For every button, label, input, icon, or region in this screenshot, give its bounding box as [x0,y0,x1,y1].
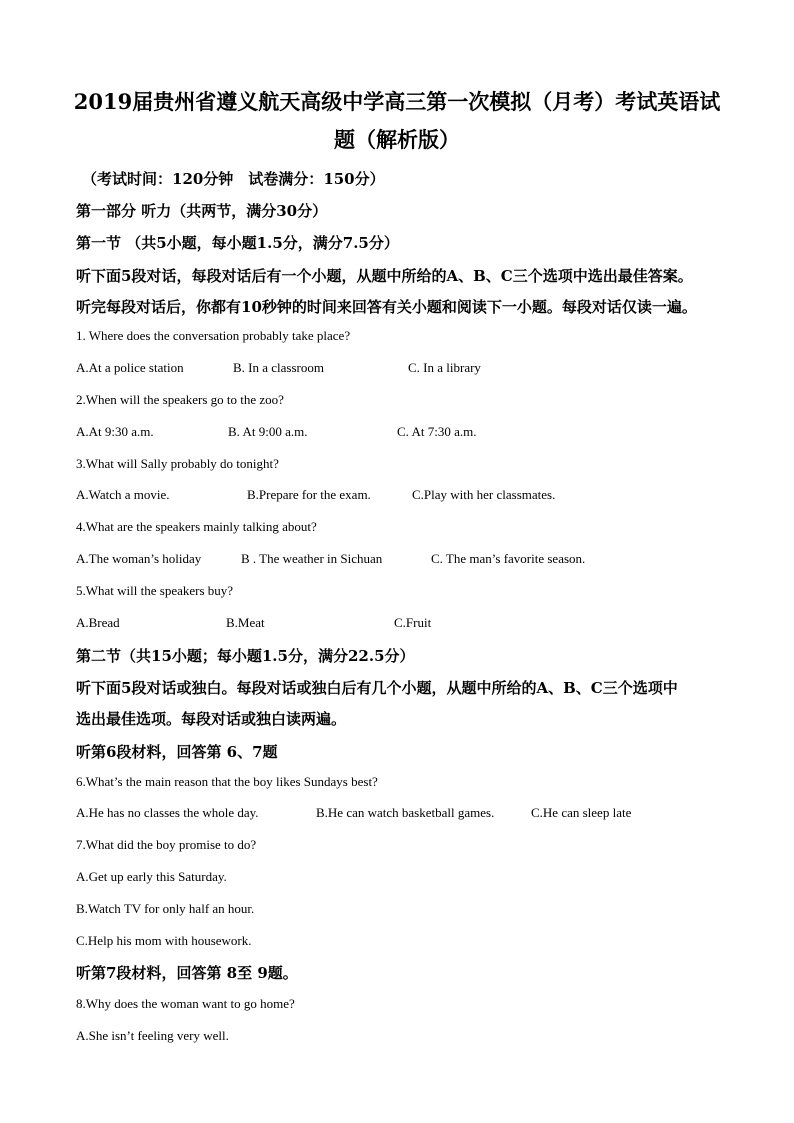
instructions-1-line-1: 听下面5段对话，每段对话后有一个小题，从题中所给的A、B、C三个选项中选出最佳答案。 [76,267,693,285]
question-2-option-a: A.At 9:30 a.m. [76,424,154,439]
question-6: 6.What’s the main reason that the boy likes Sundays best? [76,774,378,789]
question-7-option-c: C.Help his mom with housework. [76,933,252,948]
question-7: 7.What did the boy promise to do? [76,837,257,852]
document-title-line-1: 2019届贵州省遵义航天高级中学高三第一次模拟（月考）考试英语试 [73,89,721,114]
question-1-option-c: C. In a library [408,360,481,375]
instructions-1-line-2: 听完每段对话后，你都有10秒钟的时间来回答有关小题和阅读下一小题。每段对话仅读一遍。 [76,298,697,316]
question-1-option-b: B. In a classroom [233,360,324,375]
question-1-option-a: A.At a police station [76,360,184,375]
question-5-option-a: A.Bread [76,615,120,630]
question-4-option-c: C. The man’s favorite season. [431,551,586,566]
question-5: 5.What will the speakers buy? [76,583,234,598]
question-2-option-c: C. At 7:30 a.m. [397,424,477,439]
question-4-option-b: B . The weather in Sichuan [241,551,383,566]
question-8-option-a: A.She isn’t feeling very well. [76,1028,229,1043]
question-7-option-a: A.Get up early this Saturday. [76,869,227,884]
question-5-option-c: C.Fruit [394,615,432,630]
question-6-option-b: B.He can watch basketball games. [316,805,495,820]
question-4-option-a: A.The woman’s holiday [76,551,202,566]
question-2: 2.When will the speakers go to the zoo? [76,392,284,407]
question-3-option-b: B.Prepare for the exam. [247,487,371,502]
question-5-option-b: B.Meat [226,615,265,630]
question-3-option-a: A.Watch a movie. [76,487,170,502]
exam-info: （考试时间：120分钟 试卷满分：150分） [82,170,385,188]
question-2-option-b: B. At 9:00 a.m. [228,424,308,439]
question-3-option-c: C.Play with her classmates. [412,487,556,502]
material-6-heading: 听第6段材料，回答第 6、7题 [76,743,278,761]
instructions-2-line-2: 选出最佳选项。每段对话或独白读两遍。 [76,710,347,728]
part-1-heading: 第一部分 听力（共两节，满分30分） [76,202,328,220]
question-1: 1. Where does the conversation probably take place? [76,328,351,343]
question-3: 3.What will Sally probably do tonight? [76,456,279,471]
section-2-heading: 第二节（共15小题；每小题1.5分，满分22.5分） [76,647,415,665]
material-7-heading: 听第7段材料，回答第 8至 9题。 [76,964,298,982]
question-4: 4.What are the speakers mainly talking about? [76,519,317,534]
question-6-option-c: C.He can sleep late [531,805,632,820]
document-title-line-2: 题（解析版） [334,127,460,152]
section-1-heading: 第一节 （共5小题，每小题1.5分，满分7.5分） [76,234,399,252]
question-7-option-b: B.Watch TV for only half an hour. [76,901,255,916]
instructions-2-line-1: 听下面5段对话或独白。每段对话或独白后有几个小题，从题中所给的A、B、C三个选项中 [76,679,678,697]
question-8: 8.Why does the woman want to go home? [76,996,295,1011]
question-6-option-a: A.He has no classes the whole day. [76,805,259,820]
